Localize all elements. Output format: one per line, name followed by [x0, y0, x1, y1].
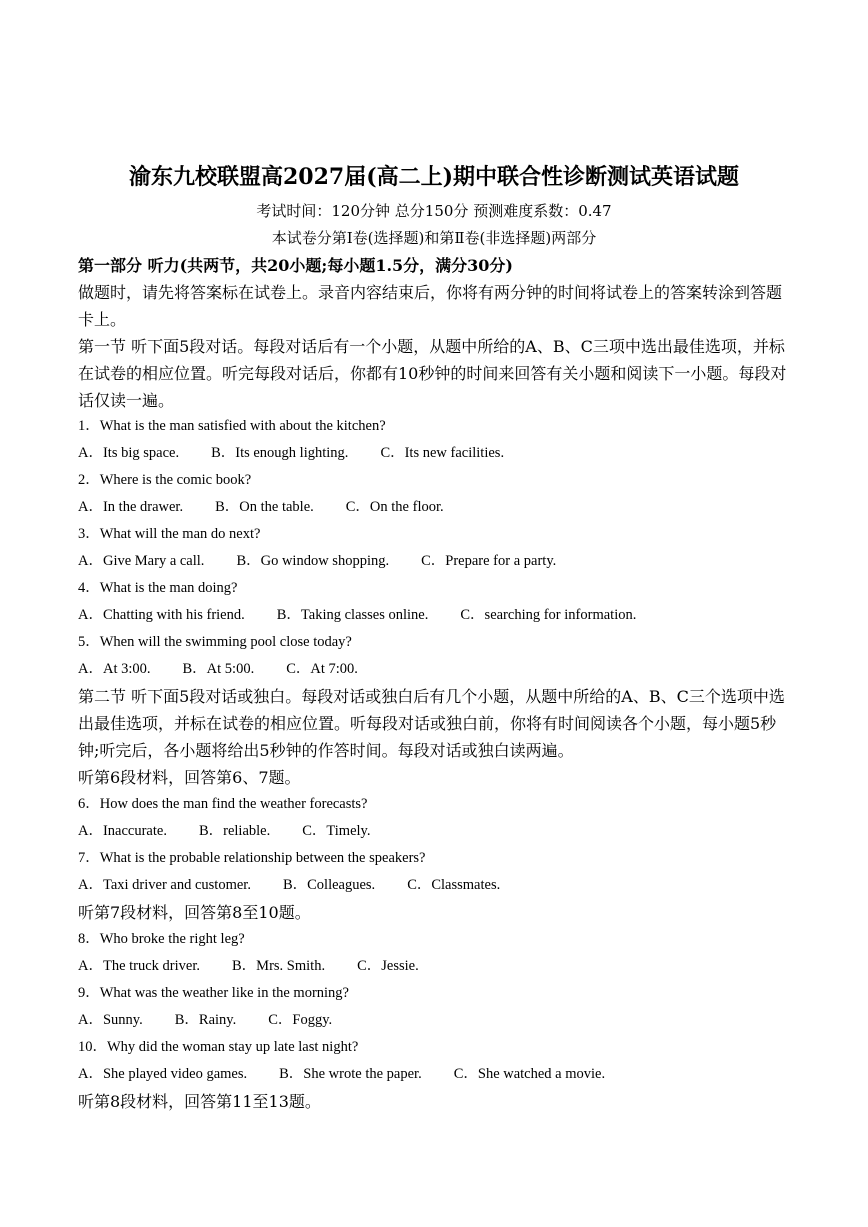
option-c: C．Timely. — [302, 823, 371, 839]
option-b: B．reliable. — [198, 823, 271, 839]
option-b: B．Colleagues. — [282, 877, 376, 893]
options-5 — [78, 659, 390, 679]
option-b: B．On the table. — [215, 499, 314, 515]
option-a: A．At 3:00. — [78, 661, 151, 677]
option-c: C．Prepare for a party. — [421, 553, 557, 569]
options-7 — [78, 875, 532, 895]
option-b: B．At 5:00. — [182, 661, 255, 677]
options-4 — [78, 605, 668, 625]
option-a: A．Give Mary a call. — [78, 553, 205, 569]
option-b: B．Taking classes online. — [276, 607, 429, 623]
option-c: C．Classmates. — [407, 877, 501, 893]
option-a: A．She played video games. — [78, 1066, 248, 1082]
material-7-note: 听第7段材料，回答第8至10题。 — [78, 903, 311, 922]
option-b: B．Mrs. Smith. — [232, 958, 326, 974]
question-7: 7．What is the probable relationship between the speakers? — [78, 850, 426, 866]
question-9: 9．What was the weather like in the morning? — [78, 985, 349, 1001]
option-c: C．Foggy. — [268, 1012, 333, 1028]
options-2 — [78, 497, 476, 517]
question-10: 10．Why did the woman stay up late last night? — [78, 1039, 359, 1055]
question-8: 8．Who broke the right leg? — [78, 931, 245, 947]
question-5: 5．When will the swimming pool close today? — [78, 634, 352, 650]
part1-instruction: 做题时，请先将答案标在试卷上。录音内容结束后，你将有两分钟的时间将试卷上的答案转涂到答题卡上。 — [78, 283, 783, 329]
question-6: 6．How does the man find the weather forecasts? — [78, 796, 368, 812]
exam-title: 渝东九校联盟高2027届(高二上)期中联合性诊断测试英语试题 — [128, 164, 740, 190]
section1-instruction: 第一节 听下面5段对话。每段对话后有一个小题，从题中所给的A、B、C三项中选出最佳选项，并标在试卷的相应位置。听完每段对话后，你都有10秒钟的时间来回答有关小题和阅读下一小题。每段对话仅读一遍。 — [78, 337, 787, 410]
paper-note: 本试卷分第Ⅰ卷(选择题)和第Ⅱ卷(非选择题)两部分 — [271, 229, 597, 247]
option-b: B．Its enough lighting. — [211, 445, 349, 461]
option-a: A．The truck driver. — [78, 958, 201, 974]
option-b: B．Go window shopping. — [236, 553, 390, 569]
options-8 — [78, 956, 451, 976]
question-4: 4．What is the man doing? — [78, 580, 238, 596]
option-a: A．Inaccurate. — [78, 823, 167, 839]
question-3: 3．What will the man do next? — [78, 526, 261, 542]
option-c: C．On the floor. — [345, 499, 444, 515]
option-a: A．Sunny. — [78, 1012, 143, 1028]
option-a: A．Taxi driver and customer. — [78, 877, 251, 893]
options-10 — [78, 1064, 637, 1084]
option-c: C．Its new facilities. — [380, 445, 505, 461]
options-1 — [78, 443, 536, 463]
material-6-note: 听第6段材料，回答第6、7题。 — [78, 768, 301, 787]
material-8-note: 听第8段材料，回答第11至13题。 — [78, 1092, 321, 1111]
options-3 — [78, 551, 588, 571]
option-b: B．She wrote the paper. — [279, 1066, 422, 1082]
option-b: B．Rainy. — [174, 1012, 237, 1028]
question-2: 2．Where is the comic book? — [78, 472, 252, 488]
question-1: 1．What is the man satisfied with about the kitchen? — [78, 418, 386, 434]
option-a: A．Its big space. — [78, 445, 180, 461]
section2-instruction: 第二节 听下面5段对话或独白。每段对话或独白后有几个小题，从题中所给的A、B、C三个选项中选出最佳选项，并标在试卷的相应位置。听每段对话或独白前，你将有时间阅读各个小题，每小题5秒钟;听完后，各小题将给出5秒钟的作答时间。每段对话或独白读两遍。 — [78, 687, 785, 760]
options-9 — [78, 1010, 364, 1030]
option-c: C．searching for information. — [460, 607, 637, 623]
option-c: C．Jessie. — [357, 958, 419, 974]
exam-info: 考试时间：120分钟 总分150分 预测难度系数：0.47 — [256, 202, 612, 220]
option-a: A．In the drawer. — [78, 499, 184, 515]
part1-heading: 第一部分 听力(共两节，共20小题;每小题1.5分，满分30分) — [78, 256, 513, 275]
option-c: C．She watched a movie. — [453, 1066, 606, 1082]
options-6 — [78, 821, 402, 841]
option-a: A．Chatting with his friend. — [78, 607, 245, 623]
option-c: C．At 7:00. — [286, 661, 358, 677]
